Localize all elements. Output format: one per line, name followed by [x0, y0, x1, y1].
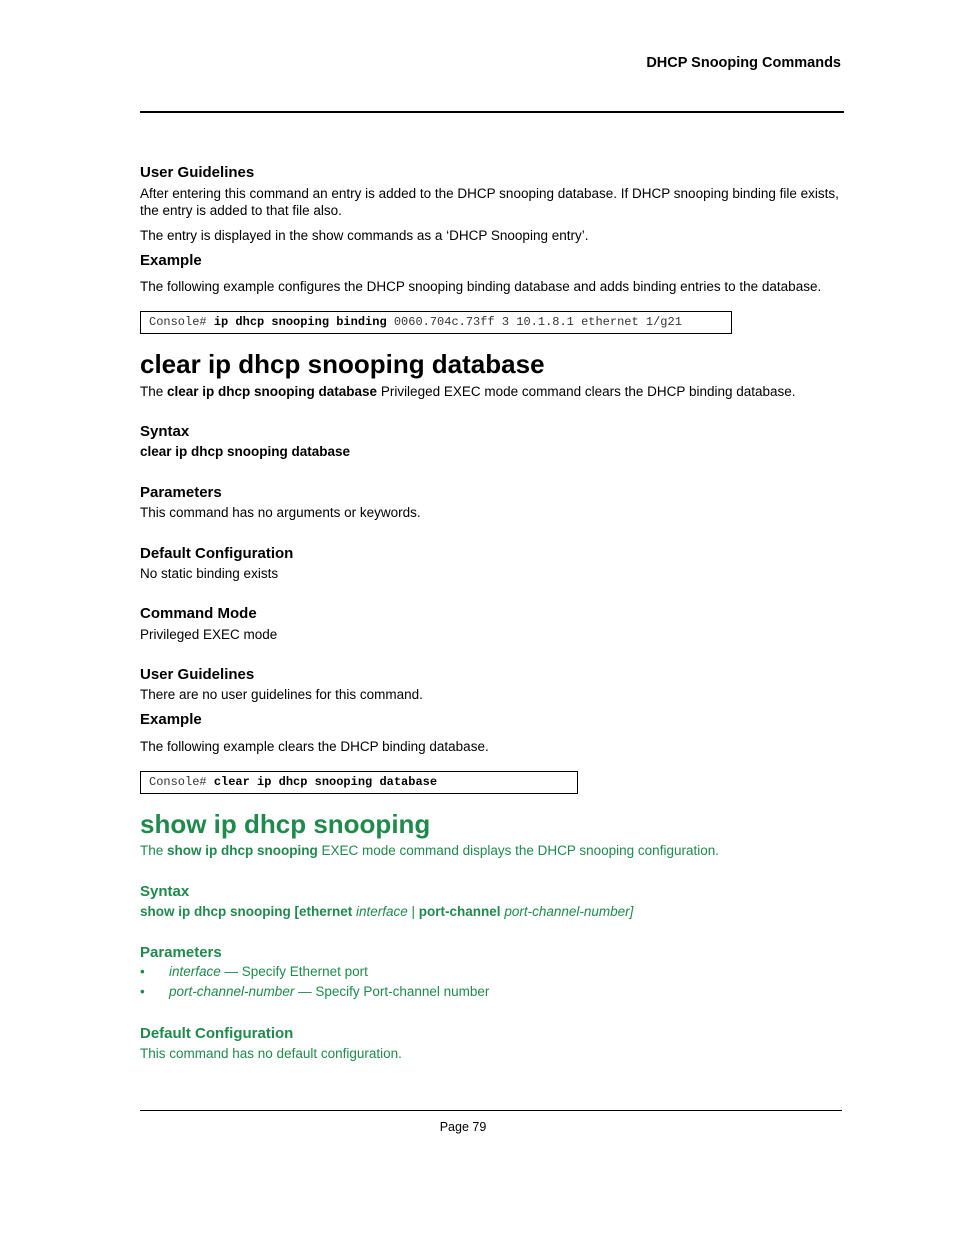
default-config-heading: Default Configuration	[140, 1025, 294, 1042]
command-title-clear: clear ip dhcp snooping database	[140, 349, 545, 379]
code-args: 0060.704c.73ff 3 10.1.8.1 ethernet 1/g21	[386, 315, 682, 329]
syntax-heading: Syntax	[140, 883, 190, 900]
command-mode-heading: Command Mode	[140, 605, 257, 622]
syntax-text: clear ip dhcp snooping database	[140, 444, 351, 459]
param-name: port-channel-number	[169, 984, 295, 999]
code-prompt: Console#	[149, 775, 214, 789]
param-item	[169, 984, 489, 999]
intro-text-rest: EXEC mode command displays the DHCP snooping configuration.	[317, 843, 719, 858]
default-config-text: This command has no default configuration.	[140, 1046, 402, 1061]
user-guidelines-heading: User Guidelines	[140, 164, 255, 181]
bullet-icon: •	[140, 964, 145, 979]
code-example-clear	[140, 771, 578, 794]
code-command: ip dhcp snooping binding	[213, 315, 387, 329]
running-header: DHCP Snooping Commands	[646, 55, 841, 71]
syntax-arg: port-channel-number]	[500, 904, 634, 919]
syntax-separator: |	[407, 904, 419, 919]
parameters-heading: Parameters	[140, 944, 222, 961]
syntax-arg: interface	[356, 904, 408, 919]
command-intro	[140, 383, 846, 400]
command-intro	[140, 842, 846, 859]
param-desc: — Specify Port-channel number	[294, 984, 490, 999]
example-heading: Example	[140, 711, 202, 728]
syntax-heading: Syntax	[140, 423, 190, 440]
code-command: clear ip dhcp snooping database	[213, 775, 438, 789]
intro-text: The	[140, 843, 168, 858]
intro-text-rest: Privileged EXEC mode command clears the DHCP binding database.	[377, 384, 796, 399]
example-text: The following example clears the DHCP binding database.	[140, 739, 489, 754]
bullet-icon: •	[140, 984, 145, 999]
code-example-binding	[140, 311, 732, 334]
syntax-keyword: show ip dhcp snooping [ethernet	[140, 904, 356, 919]
syntax-keyword: port-channel	[418, 904, 501, 919]
default-config-text: No static binding exists	[140, 566, 279, 581]
param-name: interface	[169, 964, 221, 979]
user-guidelines-text: There are no user guidelines for this command.	[140, 687, 423, 702]
command-mode-text: Privileged EXEC mode	[140, 627, 278, 642]
user-guidelines-heading: User Guidelines	[140, 666, 255, 683]
intro-command: show ip dhcp snooping	[167, 843, 318, 858]
parameters-text: This command has no arguments or keywords.	[140, 505, 421, 520]
header-rule	[140, 111, 844, 113]
example-heading: Example	[140, 252, 202, 269]
command-title-show: show ip dhcp snooping	[140, 809, 431, 839]
param-desc: — Specify Ethernet port	[220, 964, 368, 979]
parameters-heading: Parameters	[140, 484, 222, 501]
param-item	[169, 964, 368, 979]
code-prompt: Console#	[149, 315, 214, 329]
default-config-heading: Default Configuration	[140, 545, 294, 562]
example-text: The following example configures the DHCP snooping binding database and adds binding entries to the database.	[140, 279, 822, 294]
page-number: Page 79	[439, 1120, 487, 1134]
user-guidelines-text-2: The entry is displayed in the show commands as a ‘DHCP Snooping entry’.	[140, 228, 589, 243]
user-guidelines-text: After entering this command an entry is added to the DHCP snooping database. If DHCP snooping binding file exists, the entry is added to that file also.	[140, 186, 839, 218]
footer-rule	[140, 1110, 842, 1111]
syntax-text	[140, 903, 846, 920]
intro-command: clear ip dhcp snooping database	[167, 384, 378, 399]
intro-text: The	[140, 384, 168, 399]
